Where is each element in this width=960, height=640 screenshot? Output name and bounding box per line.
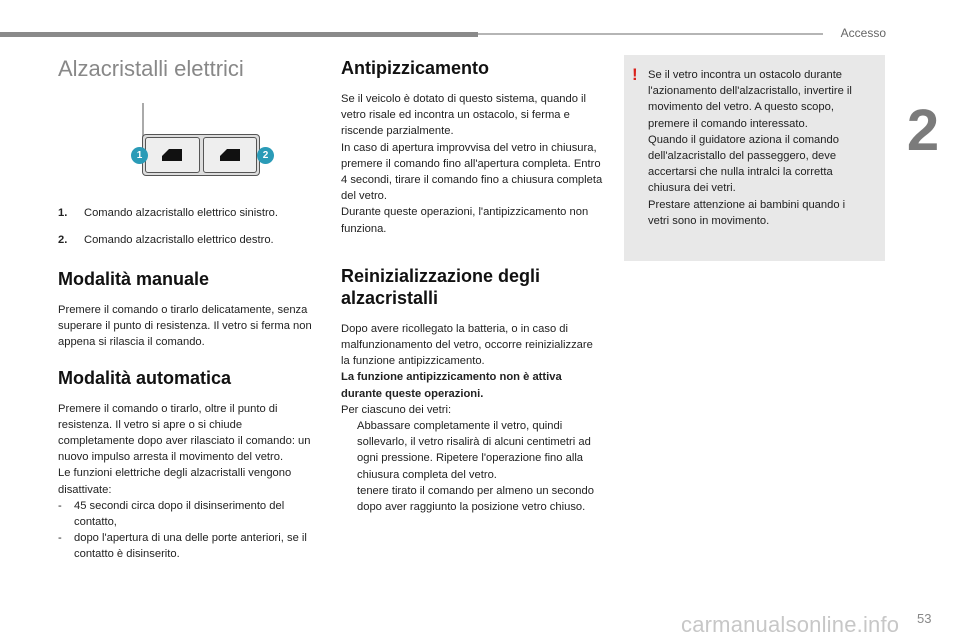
auto-mode-heading: Modalità automatica	[58, 367, 232, 388]
chapter-number: 2	[906, 98, 940, 163]
auto-mode-disable-text: Le funzioni elettriche degli alzacristalli vengono disattivate:	[58, 467, 292, 496]
warning-icon: !	[632, 65, 638, 84]
list-item	[58, 530, 320, 562]
left-column	[58, 55, 320, 563]
figure-legend	[58, 205, 320, 248]
middle-column	[341, 55, 603, 515]
legend-number: 2.	[58, 234, 68, 246]
list-marker	[341, 483, 357, 515]
legend-item	[58, 205, 320, 221]
list-marker	[341, 418, 357, 483]
legend-number: 1.	[58, 207, 68, 219]
list-marker: -	[58, 499, 62, 512]
list-item-text: dopo l'apertura di una delle porte anteriori, se il contatto è disinserito.	[74, 532, 307, 561]
manual-mode-heading: Modalità manuale	[58, 269, 210, 289]
watermark: carmanualsonline.info	[681, 612, 900, 637]
warning-text: Prestare attenzione ai bambini quando i vetri sono in movimento.	[648, 198, 846, 227]
anti-pinch-text: Durante queste operazioni, l'antipizzicamento non funziona.	[341, 206, 589, 235]
reset-text: Per ciascuno dei vetri:	[341, 403, 452, 416]
manual-mode-text: Premere il comando o tirarlo delicatamente, senza superare il punto di resistenza. Il vetro si ferma non appena si rilascia il comando.	[58, 304, 312, 349]
reset-steps-list	[341, 418, 603, 515]
auto-mode-text: Premere il comando o tirarlo, oltre il punto di resistenza. Il vetro si apre o si chiude completamente dopo aver rilasciato il comando: un nuovo impulso arresta il movimento del vetro.	[58, 402, 311, 464]
window-icon	[218, 148, 242, 162]
header-rule-dark	[0, 32, 478, 37]
anti-pinch-text: Se il veicolo è dotato di questo sistema, quando il vetro risale ed incontra un ostacolo, si ferma e riscende parzialmente.	[341, 93, 587, 138]
window-switch-panel	[142, 134, 260, 176]
reset-heading: Reinizializzazione degli alzacristalli	[341, 265, 541, 308]
warning-box	[624, 55, 885, 261]
callout-badge-2: 2	[257, 147, 274, 164]
warning-text: Quando il guidatore aziona il comando dell'alzacristallo del passeggero, deve accertarsi che nulla intralci la corretta chiusura dei vetri.	[648, 133, 839, 195]
list-item	[341, 418, 603, 483]
list-item-text: Abbassare completamente il vetro, quindi sollevarlo, il vetro risalirà di alcuni centimetri ad ogni pressione. Ripetere l'operazione fino alla chiusura completa del vetro.	[357, 420, 591, 481]
list-item	[58, 498, 320, 530]
header-rule-light	[478, 33, 823, 35]
section-label: Accesso	[840, 26, 886, 40]
anti-pinch-heading: Antipizzicamento	[341, 58, 490, 78]
auto-disable-list	[58, 498, 320, 563]
reset-text: Dopo avere ricollegato la batteria, o in caso di malfunzionamento del vetro, occorre reinizializzare la funzione antipizzicamento.	[341, 322, 593, 368]
legend-text: Comando alzacristallo elettrico sinistro.	[84, 207, 278, 219]
left-window-switch	[145, 137, 200, 173]
reset-warning-text: La funzione antipizzicamento non è attiva durante queste operazioni.	[341, 371, 562, 400]
legend-text: Comando alzacristallo elettrico destro.	[84, 234, 274, 246]
right-window-switch	[203, 137, 258, 173]
anti-pinch-text: In caso di apertura improvvisa del vetro in chiusura, premere il comando fino all'apertura completa. Entro 4 secondi, tirare il comando fino a chiusura completa del vetro.	[341, 141, 603, 203]
list-item-text: 45 secondi circa dopo il disinserimento del contatto,	[74, 499, 285, 529]
window-icon	[160, 148, 184, 162]
list-item-text: tenere tirato il comando per almeno un secondo dopo aver raggiunto la posizione vetro chiuso.	[357, 484, 594, 514]
page-title: Alzacristalli elettrici	[58, 56, 244, 81]
warning-text: Se il vetro incontra un ostacolo durante l'azionamento dell'alzacristallo, invertire il movimento del vetro. A questo scopo, premere il comando interessato.	[648, 69, 852, 130]
legend-item	[58, 232, 320, 248]
page-number: 53	[917, 611, 932, 626]
list-marker: -	[58, 532, 62, 545]
callout-badge-1: 1	[131, 147, 148, 164]
window-switch-figure	[130, 103, 270, 187]
list-item	[341, 483, 603, 515]
